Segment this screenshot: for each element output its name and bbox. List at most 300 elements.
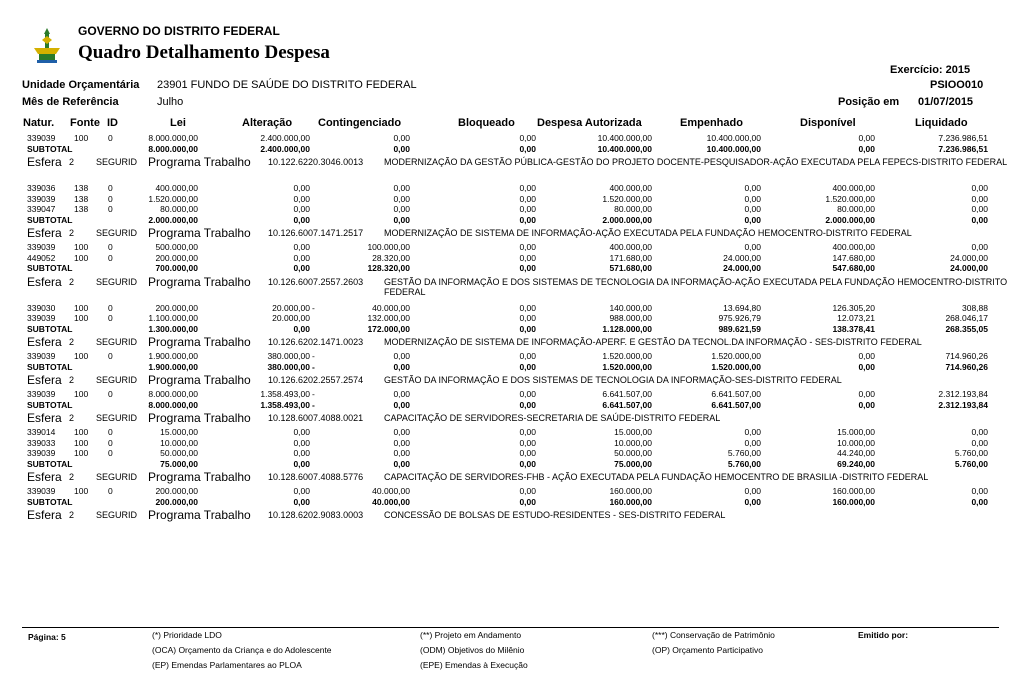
- cell-fonte: 100: [74, 133, 89, 143]
- cell-alteracao: 0,00: [293, 323, 310, 334]
- cell-lei: 80.000,00: [160, 204, 198, 214]
- cell-contingenciado: 100.000,00: [367, 242, 410, 252]
- cell-liquidado: 0,00: [971, 193, 988, 204]
- programa-row: [0, 226, 1029, 240]
- cell-lei: 10.000,00: [160, 437, 198, 448]
- cell-bloqueado: 0,00: [519, 323, 536, 334]
- cell-bloqueado: 0,00: [519, 458, 536, 469]
- cell-disponivel: 547.680,00: [832, 263, 875, 273]
- cell-fonte: 100: [74, 252, 89, 263]
- cell-bloqueado: 0,00: [519, 486, 536, 496]
- cell-alteracao: 0,00: [293, 448, 310, 458]
- cell-disponivel: 80.000,00: [837, 204, 875, 214]
- note-projeto: (**) Projeto em Andamento: [420, 630, 522, 640]
- programa-description: GESTÃO DA INFORMAÇÃO E DOS SISTEMAS DE TECNOLOGIA DA INFORMAÇÃO-SES-DISTRITO FEDERAL: [384, 375, 842, 385]
- cell-fonte: 100: [74, 389, 89, 399]
- cell-alteracao: 0,00: [293, 242, 310, 252]
- cell-natureza: 339039: [27, 389, 56, 399]
- table-row: [0, 313, 1029, 324]
- cell-id: 0: [108, 437, 113, 448]
- cell-autorizada: 1.520.000,00: [602, 361, 652, 372]
- cell-disponivel: 69.240,00: [837, 458, 875, 469]
- cell-lei: 200.000,00: [155, 252, 198, 263]
- cell-empenhado: 975.926,79: [718, 313, 761, 323]
- esfera-label: Esfera: [27, 155, 62, 169]
- cell-contingenciado: 0,00: [393, 204, 410, 214]
- cell-liquidado: 308,88: [962, 302, 988, 313]
- cell-alteracao: 0,00: [293, 214, 310, 225]
- table-row: [0, 133, 1029, 144]
- cell-natureza: 339039: [27, 448, 56, 458]
- cell-contingenciado: 0,00: [393, 437, 410, 448]
- esfera-segment: SEGURID: [96, 413, 138, 423]
- note-op: (OP) Orçamento Participativo: [652, 645, 764, 655]
- cell-liquidado: 0,00: [971, 437, 988, 448]
- cell-natureza: 339039: [27, 351, 56, 361]
- cell-empenhado: 0,00: [744, 183, 761, 193]
- cell-disponivel: 400.000,00: [832, 242, 875, 252]
- subtotal-row: [0, 497, 1029, 508]
- programa-label: Programa Trabalho: [148, 470, 251, 484]
- cell-natureza: 449052: [27, 252, 56, 263]
- cell-lei: 200.000,00: [155, 302, 198, 313]
- cell-autorizada: 140.000,00: [609, 302, 652, 313]
- programa-code: 10.126.6202.2557.2574: [268, 375, 364, 385]
- cell-contingenciado: 0,00: [393, 427, 410, 437]
- cell-contingenciado: 0,00: [393, 133, 410, 143]
- programa-description: GESTÃO DA INFORMAÇÃO E DOS SISTEMAS DE TECNOLOGIA DA INFORMAÇÃO-AÇÃO EXECUTADA PELA FUNDAÇÃO HEMOCENTRO-DISTRITO FEDERAL: [384, 276, 1008, 297]
- cell-disponivel: 1.520.000,00: [825, 193, 875, 204]
- unidade-label: Unidade Orçamentária: [22, 79, 140, 91]
- cell-lei: 500.000,00: [155, 242, 198, 252]
- cell-lei: 1.900.000,00: [148, 351, 198, 361]
- cell-lei: 1.900.000,00: [148, 361, 198, 372]
- cell-contingenciado: 40.000,00: [372, 302, 410, 313]
- programa-code: 10.126.6202.1471.0023: [268, 337, 364, 347]
- programa-label: Programa Trabalho: [148, 508, 251, 522]
- cell-lei: 8.000.000,00: [148, 389, 198, 399]
- cell-disponivel: 2.000.000,00: [825, 214, 875, 225]
- cell-autorizada: 10.000,00: [614, 437, 652, 448]
- cell-bloqueado: 0,00: [519, 193, 536, 204]
- cell-autorizada: 6.641.507,00: [602, 399, 652, 410]
- esfera-label: Esfera: [27, 226, 62, 240]
- table-row: [0, 242, 1029, 253]
- cell-bloqueado: 0,00: [519, 351, 536, 361]
- col-lei: Lei: [170, 117, 186, 129]
- programa-label: Programa Trabalho: [148, 155, 251, 169]
- cell-alteracao: 0,00: [293, 204, 310, 214]
- cell-empenhado: 24.000,00: [723, 263, 761, 273]
- cell-bloqueado: 0,00: [519, 361, 536, 372]
- table-row: [0, 448, 1029, 459]
- cell-liquidado: 0,00: [971, 204, 988, 214]
- cell-autorizada: 1.128.000,00: [602, 323, 652, 334]
- cell-bloqueado: 0,00: [519, 242, 536, 252]
- cell-liquidado: 2.312.193,84: [938, 399, 988, 410]
- page-number: Página: 5: [28, 632, 66, 642]
- programa-row: [0, 373, 1029, 387]
- cell-fonte: 138: [74, 183, 89, 193]
- cell-autorizada: 1.520.000,00: [602, 193, 652, 204]
- programa-description: CAPACITAÇÃO DE SERVIDORES-SECRETARIA DE SAÚDE-DISTRITO FEDERAL: [384, 413, 721, 423]
- cell-lei: 700.000,00: [155, 263, 198, 273]
- cell-fonte: 100: [74, 313, 89, 323]
- cell-disponivel: 0,00: [858, 389, 875, 399]
- col-natur: Natur.: [23, 117, 55, 129]
- cell-bloqueado: 0,00: [519, 204, 536, 214]
- note-odm: (ODM) Objetivos do Milênio: [420, 645, 525, 655]
- cell-alteracao-sign: -: [312, 302, 315, 313]
- footer-rule: [22, 627, 999, 628]
- cell-liquidado: 7.236.986,51: [938, 143, 988, 154]
- table-row: [0, 253, 1029, 264]
- esfera-label: Esfera: [27, 274, 62, 289]
- cell-alteracao: 1.358.493,00: [260, 389, 310, 399]
- cell-lei: 1.520.000,00: [148, 193, 198, 204]
- cell-natureza: 339039: [27, 133, 56, 143]
- cell-alteracao: 0,00: [293, 437, 310, 448]
- esfera-number: 2: [69, 157, 75, 167]
- cell-liquidado: 714.960,26: [945, 351, 988, 361]
- note-conservacao: (***) Conservação de Patrimônio: [652, 630, 775, 640]
- esfera-segment: SEGURID: [96, 375, 138, 385]
- subtotal-row: [0, 362, 1029, 373]
- cell-autorizada: 988.000,00: [609, 313, 652, 323]
- cell-alteracao: 0,00: [293, 263, 310, 273]
- cell-contingenciado: 132.000,00: [367, 313, 410, 323]
- cell-empenhado: 0,00: [744, 193, 761, 204]
- cell-autorizada: 15.000,00: [614, 427, 652, 437]
- cell-id: 0: [108, 486, 113, 496]
- esfera-segment: SEGURID: [96, 472, 138, 482]
- programa-description: MODERNIZAÇÃO DA GESTÃO PÚBLICA-GESTÃO DO PROJETO DOCENTE-PESQUISADOR-AÇÃO EXECUTADA PELA FEPECS-DISTRITO FEDERAL: [384, 157, 1008, 167]
- subtotal-label: SUBTOTAL: [27, 458, 73, 469]
- cell-id: 0: [108, 313, 113, 323]
- cell-liquidado: 714.960,26: [945, 361, 988, 372]
- cell-alteracao: 0,00: [293, 183, 310, 193]
- cell-empenhado: 0,00: [744, 496, 761, 507]
- cell-fonte: 100: [74, 437, 89, 448]
- cell-disponivel: 0,00: [858, 399, 875, 410]
- cell-id: 0: [108, 427, 113, 437]
- programa-code: 10.122.6220.3046.0013: [268, 157, 364, 167]
- cell-fonte: 100: [74, 302, 89, 313]
- cell-autorizada: 400.000,00: [609, 242, 652, 252]
- cell-contingenciado: 0,00: [393, 183, 410, 193]
- cell-id: 0: [108, 193, 113, 204]
- subtotal-label: SUBTOTAL: [27, 496, 73, 507]
- cell-contingenciado: 0,00: [393, 448, 410, 458]
- cell-lei: 15.000,00: [160, 427, 198, 437]
- cell-contingenciado: 40.000,00: [372, 496, 410, 507]
- cell-bloqueado: 0,00: [519, 389, 536, 399]
- esfera-number: 2: [69, 228, 75, 238]
- cell-fonte: 138: [74, 193, 89, 204]
- cell-liquidado: 0,00: [971, 486, 988, 496]
- cell-id: 0: [108, 302, 113, 313]
- cell-lei: 1.300.000,00: [148, 323, 198, 334]
- cell-alteracao: 20.000,00: [272, 313, 310, 323]
- cell-disponivel: 0,00: [858, 143, 875, 154]
- esfera-number: 2: [69, 510, 75, 520]
- esfera-segment: SEGURID: [96, 276, 138, 287]
- cell-disponivel: 126.305,20: [832, 302, 875, 313]
- cell-autorizada: 1.520.000,00: [602, 351, 652, 361]
- cell-lei: 1.100.000,00: [148, 313, 198, 323]
- column-headers: [0, 118, 1029, 132]
- cell-bloqueado: 0,00: [519, 143, 536, 154]
- cell-liquidado: 0,00: [971, 214, 988, 225]
- cell-empenhado: 1.520.000,00: [711, 351, 761, 361]
- cell-liquidado: 7.236.986,51: [938, 133, 988, 143]
- cell-alteracao-sign: -: [312, 361, 315, 372]
- cell-alteracao: 20.000,00: [272, 302, 310, 313]
- subtotal-row: [0, 263, 1029, 274]
- mes-value: Julho: [157, 96, 184, 108]
- cell-liquidado: 268.355,05: [945, 323, 988, 334]
- programa-row: [0, 508, 1029, 522]
- cell-natureza: 339039: [27, 242, 56, 252]
- cell-bloqueado: 0,00: [519, 427, 536, 437]
- cell-natureza: 339039: [27, 313, 56, 323]
- cell-liquidado: 0,00: [971, 427, 988, 437]
- programa-code: 10.128.6007.4088.0021: [268, 413, 364, 423]
- subtotal-label: SUBTOTAL: [27, 323, 73, 334]
- cell-natureza: 339047: [27, 204, 56, 214]
- col-fonte: Fonte: [70, 117, 100, 129]
- programa-label: Programa Trabalho: [148, 411, 251, 425]
- cell-bloqueado: 0,00: [519, 263, 536, 273]
- esfera-label: Esfera: [27, 470, 62, 484]
- cell-disponivel: 10.000,00: [837, 437, 875, 448]
- cell-lei: 8.000.000,00: [148, 133, 198, 143]
- cell-id: 0: [108, 242, 113, 252]
- cell-bloqueado: 0,00: [519, 313, 536, 323]
- cell-empenhado: 10.400.000,00: [706, 143, 761, 154]
- cell-id: 0: [108, 389, 113, 399]
- esfera-label: Esfera: [27, 373, 62, 387]
- esfera-number: 2: [69, 276, 75, 287]
- cell-autorizada: 6.641.507,00: [602, 389, 652, 399]
- subtotal-label: SUBTOTAL: [27, 143, 73, 154]
- esfera-number: 2: [69, 413, 75, 423]
- cell-lei: 75.000,00: [160, 458, 198, 469]
- cell-autorizada: 80.000,00: [614, 204, 652, 214]
- subtotal-label: SUBTOTAL: [27, 263, 73, 273]
- cell-fonte: 100: [74, 448, 89, 458]
- cell-autorizada: 75.000,00: [614, 458, 652, 469]
- cell-disponivel: 0,00: [858, 351, 875, 361]
- subtotal-row: [0, 215, 1029, 226]
- programa-row: [0, 411, 1029, 425]
- cell-disponivel: 0,00: [858, 133, 875, 143]
- cell-autorizada: 400.000,00: [609, 183, 652, 193]
- cell-autorizada: 160.000,00: [609, 486, 652, 496]
- cell-alteracao: 0,00: [293, 496, 310, 507]
- esfera-label: Esfera: [27, 335, 62, 349]
- cell-disponivel: 15.000,00: [837, 427, 875, 437]
- table-row: [0, 486, 1029, 497]
- cell-empenhado: 0,00: [744, 427, 761, 437]
- table-row: [0, 389, 1029, 400]
- cell-contingenciado: 40.000,00: [372, 486, 410, 496]
- esfera-segment: SEGURID: [96, 510, 138, 520]
- cell-empenhado: 13.694,80: [723, 302, 761, 313]
- cell-disponivel: 160.000,00: [832, 496, 875, 507]
- cell-bloqueado: 0,00: [519, 437, 536, 448]
- programa-code: 10.126.6007.2557.2603: [268, 276, 364, 287]
- cell-id: 0: [108, 204, 113, 214]
- col-autorizada: Despesa Autorizada: [537, 117, 642, 129]
- table-row: [0, 183, 1029, 194]
- unidade-value: 23901 FUNDO DE SAÚDE DO DISTRITO FEDERAL: [157, 79, 417, 91]
- programa-label: Programa Trabalho: [148, 335, 251, 349]
- cell-bloqueado: 0,00: [519, 252, 536, 263]
- cell-autorizada: 50.000,00: [614, 448, 652, 458]
- col-id: ID: [107, 117, 118, 129]
- cell-autorizada: 10.400.000,00: [597, 143, 652, 154]
- programa-description: MODERNIZAÇÃO DE SISTEMA DE INFORMAÇÃO-APERF. E GESTÃO DA TECNOL.DA INFORMAÇÃO - SES-DISTRITO FEDERAL: [384, 337, 922, 347]
- cell-empenhado: 0,00: [744, 437, 761, 448]
- cell-alteracao: 0,00: [293, 458, 310, 469]
- programa-code: 10.128.6007.4088.5776: [268, 472, 364, 482]
- cell-empenhado: 24.000,00: [723, 252, 761, 263]
- programa-description: CAPACITAÇÃO DE SERVIDORES-FHB - AÇÃO EXECUTADA PELA FUNDAÇÃO HEMOCENTRO DE BRASILIA -DISTRITO FEDERAL: [384, 472, 929, 482]
- esfera-segment: SEGURID: [96, 337, 138, 347]
- cell-fonte: 100: [74, 486, 89, 496]
- programa-row: [0, 335, 1029, 349]
- note-ep: (EP) Emendas Parlamentares ao PLOA: [152, 660, 302, 670]
- cell-contingenciado: 0,00: [393, 399, 410, 410]
- cell-contingenciado: 0,00: [393, 361, 410, 372]
- cell-bloqueado: 0,00: [519, 214, 536, 225]
- cell-bloqueado: 0,00: [519, 183, 536, 193]
- cell-natureza: 339014: [27, 427, 56, 437]
- cell-lei: 400.000,00: [155, 183, 198, 193]
- brasao-logo: [30, 26, 64, 66]
- cell-liquidado: 24.000,00: [950, 252, 988, 263]
- table-row: [0, 204, 1029, 215]
- cell-liquidado: 5.760,00: [954, 448, 988, 458]
- cell-contingenciado: 0,00: [393, 458, 410, 469]
- cell-alteracao: 0,00: [293, 193, 310, 204]
- cell-empenhado: 6.641.507,00: [711, 399, 761, 410]
- subtotal-label: SUBTOTAL: [27, 361, 73, 372]
- cell-empenhado: 6.641.507,00: [711, 389, 761, 399]
- cell-empenhado: 0,00: [744, 486, 761, 496]
- cell-liquidado: 2.312.193,84: [938, 389, 988, 399]
- cell-liquidado: 0,00: [971, 183, 988, 193]
- esfera-segment: SEGURID: [96, 228, 138, 238]
- cell-alteracao-sign: -: [312, 351, 315, 361]
- cell-natureza: 339033: [27, 437, 56, 448]
- cell-disponivel: 0,00: [858, 361, 875, 372]
- cell-empenhado: 5.760,00: [727, 448, 761, 458]
- cell-fonte: 100: [74, 427, 89, 437]
- report-code: PSIOO010: [930, 79, 984, 91]
- programa-label: Programa Trabalho: [148, 226, 251, 240]
- cell-disponivel: 138.378,41: [832, 323, 875, 334]
- note-epe: (EPE) Emendas à Execução: [420, 660, 528, 670]
- programa-code: 10.128.6202.9083.0003: [268, 510, 364, 520]
- cell-disponivel: 12.073,21: [837, 313, 875, 323]
- col-empenhado: Empenhado: [680, 117, 743, 129]
- programa-description: CONCESSÃO DE BOLSAS DE ESTUDO-RESIDENTES - SES-DISTRITO FEDERAL: [384, 510, 726, 520]
- programa-row: [0, 275, 1029, 299]
- esfera-number: 2: [69, 472, 75, 482]
- cell-id: 0: [108, 351, 113, 361]
- cell-empenhado: 1.520.000,00: [711, 361, 761, 372]
- cell-contingenciado: 172.000,00: [367, 323, 410, 334]
- cell-alteracao: 2.400.000,00: [260, 143, 310, 154]
- cell-fonte: 100: [74, 351, 89, 361]
- cell-lei: 200.000,00: [155, 486, 198, 496]
- cell-bloqueado: 0,00: [519, 496, 536, 507]
- cell-autorizada: 160.000,00: [609, 496, 652, 507]
- cell-autorizada: 2.000.000,00: [602, 214, 652, 225]
- cell-fonte: 138: [74, 204, 89, 214]
- cell-alteracao-sign: -: [312, 389, 315, 399]
- table-row: [0, 194, 1029, 205]
- cell-id: 0: [108, 183, 113, 193]
- cell-fonte: 100: [74, 242, 89, 252]
- cell-natureza: 339030: [27, 302, 56, 313]
- cell-empenhado: 989.621,59: [718, 323, 761, 334]
- cell-alteracao: 2.400.000,00: [260, 133, 310, 143]
- subtotal-row: [0, 144, 1029, 155]
- cell-disponivel: 400.000,00: [832, 183, 875, 193]
- col-liquidado: Liquidado: [915, 117, 968, 129]
- cell-alteracao: 0,00: [293, 252, 310, 263]
- esfera-label: Esfera: [27, 508, 62, 522]
- report-title: Quadro Detalhamento Despesa: [78, 42, 330, 63]
- cell-empenhado: 5.760,00: [727, 458, 761, 469]
- cell-liquidado: 5.760,00: [954, 458, 988, 469]
- cell-lei: 2.000.000,00: [148, 214, 198, 225]
- cell-contingenciado: 0,00: [393, 351, 410, 361]
- posicao-label: Posição em: [838, 96, 900, 108]
- note-prioridade: (*) Prioridade LDO: [152, 630, 222, 640]
- cell-natureza: 339039: [27, 193, 56, 204]
- cell-contingenciado: 28.320,00: [372, 252, 410, 263]
- cell-autorizada: 171.680,00: [609, 252, 652, 263]
- col-disponivel: Disponível: [800, 117, 856, 129]
- cell-liquidado: 0,00: [971, 242, 988, 252]
- cell-empenhado: 0,00: [744, 214, 761, 225]
- cell-alteracao: 1.358.493,00: [260, 399, 310, 410]
- table-row: [0, 427, 1029, 438]
- cell-bloqueado: 0,00: [519, 133, 536, 143]
- cell-contingenciado: 0,00: [393, 143, 410, 154]
- cell-alteracao: 380.000,00: [267, 361, 310, 372]
- cell-id: 0: [108, 252, 113, 263]
- cell-empenhado: 10.400.000,00: [706, 133, 761, 143]
- cell-alteracao: 0,00: [293, 427, 310, 437]
- programa-row: [0, 155, 1029, 179]
- cell-liquidado: 268.046,17: [945, 313, 988, 323]
- esfera-number: 2: [69, 375, 75, 385]
- cell-disponivel: 160.000,00: [832, 486, 875, 496]
- cell-lei: 8.000.000,00: [148, 143, 198, 154]
- cell-empenhado: 0,00: [744, 242, 761, 252]
- cell-empenhado: 0,00: [744, 204, 761, 214]
- posicao-value: 01/07/2015: [918, 96, 974, 108]
- esfera-label: Esfera: [27, 411, 62, 425]
- emitido-por: Emitido por:: [858, 630, 909, 640]
- cell-contingenciado: 0,00: [393, 193, 410, 204]
- subtotal-row: [0, 400, 1029, 411]
